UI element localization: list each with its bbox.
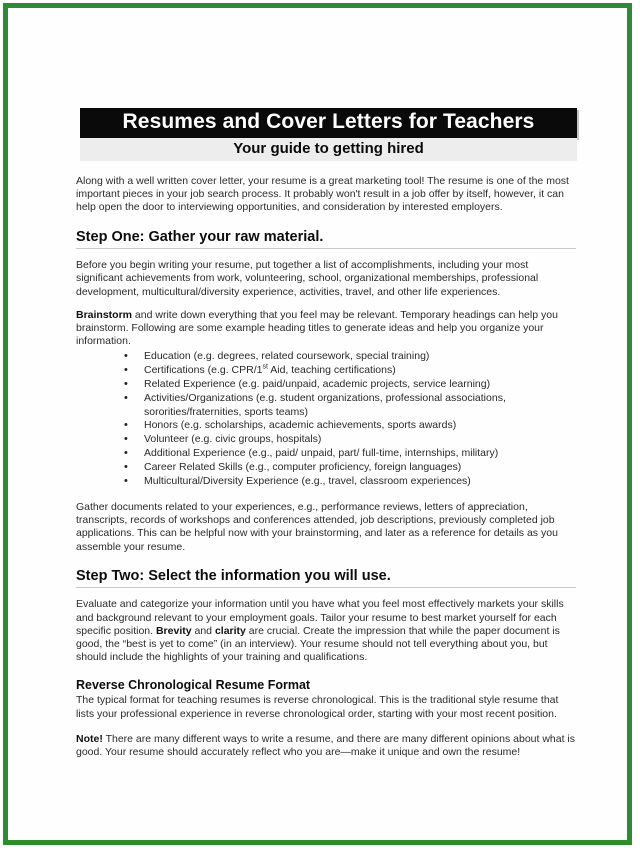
spacer (76, 554, 576, 568)
list-item (124, 392, 576, 419)
list-item-text: Volunteer (e.g. civic groups, hospitals) (144, 433, 322, 446)
list-item (124, 447, 576, 460)
list-item (124, 433, 576, 446)
spacer (76, 588, 576, 598)
list-item-text: Activities/Organizations (e.g. student organizations, professional associations, sororities/fraternities, sports teams) (144, 392, 506, 418)
list-item (124, 378, 576, 391)
step-one-paragraph-2: Gather documents related to your experiences, e.g., performance reviews, letters of appreciation, transcripts, records of workshops and conferences attended, job descriptions, previously completed job applications. This can be helpful now with your brainstorming, and later as a reference for details as you assemble your resume. (76, 500, 558, 553)
list-item-text: Multicultural/Diversity Experience (e.g., travel, classroom experiences) (144, 475, 471, 488)
page-border-frame (3, 3, 632, 845)
step-one-paragraph-1: Before you begin writing your resume, put together a list of accomplishments, including your most significant achievements from work, volunteering, school, organizational memberships, professional development, multicultural/diversity experience, activities, travel, and other life experiences. (76, 259, 539, 298)
list-item-text: Honors (e.g. scholarships, academic achievements, sports awards) (144, 419, 457, 432)
document-body (76, 108, 576, 759)
spacer (76, 161, 576, 175)
reverse-chronological-heading: Reverse Chronological Resume Format (76, 678, 311, 693)
clarity-emphasis: clarity (214, 624, 246, 637)
intro-paragraph: Along with a well written cover letter, your resume is a great marketing tool! The resume is one of the most important pieces in your job search process. It probably won't result in a job offer by itself, however, it can help open the door to interviewing opportunities, and consideration by interested employers. (76, 174, 569, 214)
spacer (76, 299, 576, 309)
list-item (124, 461, 576, 474)
brainstorm-paragraph-text: and write down everything that you feel may be relevant. Temporary headings can help you brainstorm. Following are some example heading titles to generate ideas and help you organize your information. (76, 308, 558, 348)
spacer (76, 664, 576, 678)
step-two-text-part-3: are crucial. Create the impression that while the paper document is good, the “best is yet to come” (in an interview). Your resume should not tell everything about you, but should include the highlights of your training and qualifications. (76, 624, 560, 664)
note-paragraph (76, 733, 576, 759)
list-item (124, 475, 576, 488)
ordinal-suffix: st (262, 363, 268, 371)
list-item-text: Certifications (e.g. CPR/1 (144, 364, 263, 377)
heading-titles-list (76, 350, 576, 488)
list-item-text: Education (e.g. degrees, related coursework, special training) (144, 350, 430, 363)
spacer (76, 489, 576, 501)
brainstorm-paragraph (76, 309, 576, 349)
spacer (76, 249, 576, 259)
list-item (124, 364, 576, 377)
list-item-text: Career Related Skills (e.g., computer proficiency, foreign languages) (144, 461, 462, 474)
list-item (124, 419, 576, 432)
step-two-paragraph (76, 598, 576, 664)
document-subtitle: Your guide to getting hired (80, 138, 577, 161)
list-item-text: Related Experience (e.g. paid/unpaid, academic projects, service learning) (144, 378, 491, 391)
spacer (76, 721, 576, 733)
step-two-text-part-2: and (191, 624, 215, 637)
document-title: Resumes and Cover Letters for Teachers (80, 108, 577, 138)
document-banner (80, 108, 577, 161)
list-item-text: Additional Experience (e.g., paid/ unpaid, part/ full-time, internships, military) (144, 447, 499, 460)
note-paragraph-text: There are many different ways to write a resume, and there are many different opinions about what is good. Your resume should accurately reflect who you are—make it unique and own the resume! (76, 732, 576, 759)
step-two-heading: Step Two: Select the information you will use. (76, 568, 576, 589)
list-item (124, 350, 576, 363)
spacer (76, 215, 576, 229)
note-lead-in: Note! (76, 732, 103, 745)
list-item-text-tail: Aid, teaching certifications) (267, 364, 396, 377)
step-one-heading: Step One: Gather your raw material. (76, 229, 576, 250)
reverse-chronological-paragraph: The typical format for teaching resumes is reverse chronological. This is the traditional style resume that lists your professional experience in reverse chronological order, starting with your most recent position. (76, 694, 559, 720)
step-two-text-part-1: Evaluate and categorize your information until you have what you feel most effectively markets your skills and background relevant to your employment goals. Tailor your resume to best market yourself for each specific position. (76, 598, 564, 637)
brainstorm-lead-in: Brainstorm (76, 308, 133, 321)
brevity-emphasis: Brevity (155, 624, 192, 637)
